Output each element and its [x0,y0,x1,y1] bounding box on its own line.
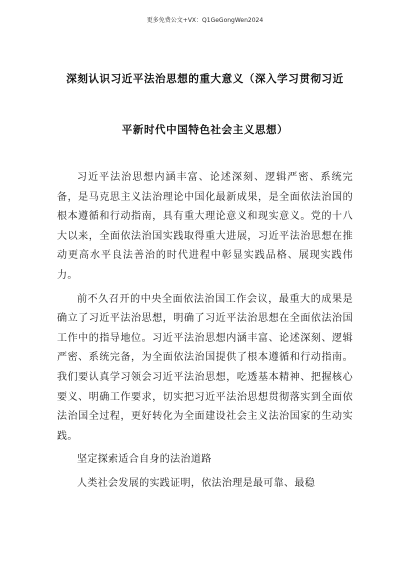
section-heading: 坚定探索适合自身的法治道路 [77,454,212,466]
paragraph-2: 前不久召开的中央全面依法治国工作会议，最重大的成果是确立了习近平法治思想，明确了习近平法治思想在全面依法治国工作中的指导地位。习近平法治思想内涵丰富、论述深刻、逻辑严密、系统完备，为全面依法治国提供了根本遵循和行动指南。我们要认真学习领会习近平法治思想，吃透基本精神、把握核心要义、明确工作要求，切实把习近平法治思想贯彻落实到全面依法治国全过程，更好转化为全面建设社会主义法治国家的生动实践。 [57,293,353,442]
paragraph-3: 人类社会发展的实践证明，依法治理是最可靠、最稳 [77,477,316,489]
page-header: 更多免费公文+VX：Q1GeGongWen2024 [146,17,264,24]
title-line-2: 平新时代中国特色社会主义思想） [121,124,289,136]
paragraph-1: 习近平法治思想内涵丰富、论述深刻、逻辑严密、系统完备，是马克思主义法治理论中国化最新成果，是全面依法治国的根本遵循和行动指南，具有重大理论意义和现实意义。党的十八大以来，全面依法治国实践取得重大进展，习近平法治思想在推动更高水平良法善治的时代进程中彰显实践品格、展现实践伟力。 [57,172,353,281]
article-body [57,168,353,494]
title-line-1: 深刻认识习近平法治思想的重大意义（深入学习贯彻习近 [66,73,344,85]
